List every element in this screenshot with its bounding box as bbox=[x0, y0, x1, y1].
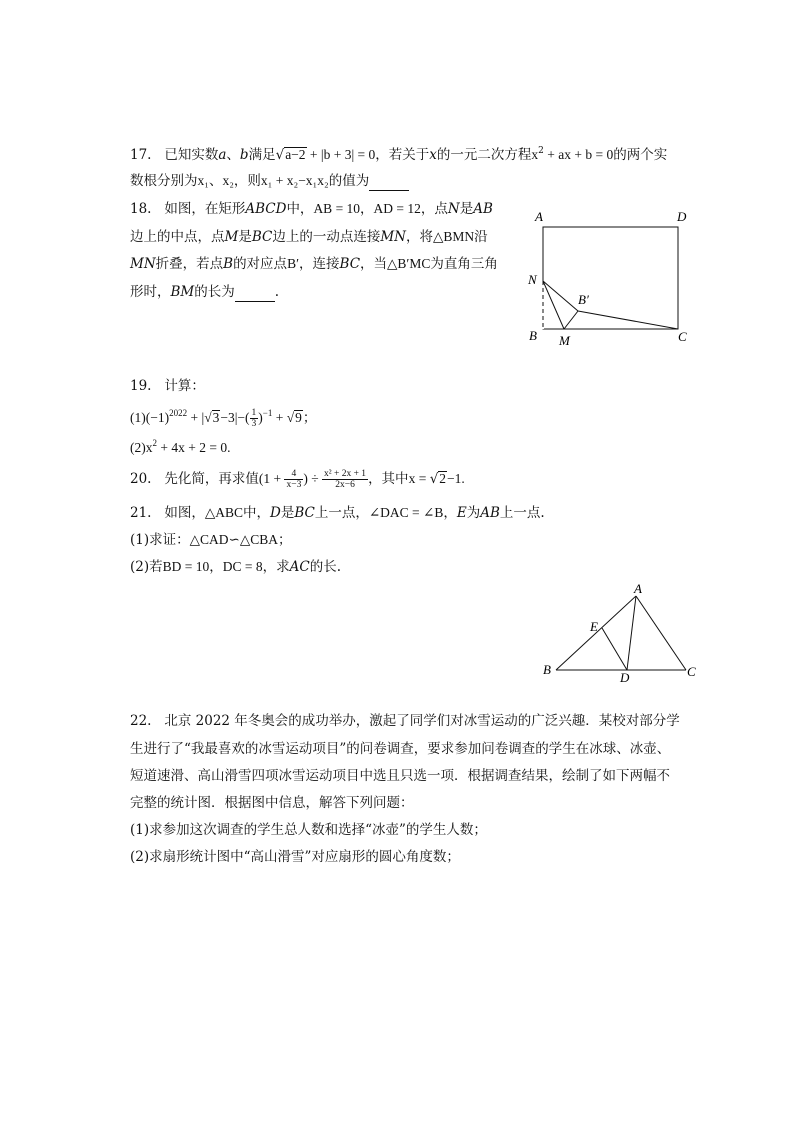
label-m: M bbox=[559, 333, 570, 348]
q18-line2: 边上的中点，点M是BC边上的一动点连接MN，将△BMN沿 bbox=[130, 229, 488, 245]
label-c: C bbox=[678, 329, 687, 344]
segment-nb-prime bbox=[543, 281, 578, 311]
segment-ed bbox=[602, 628, 627, 670]
q18-line4: 形时，BM的长为 . bbox=[130, 284, 280, 300]
label-b: B bbox=[543, 662, 551, 677]
segment-mb-prime bbox=[564, 311, 578, 329]
q21-part2: (2)若BD = 10，DC = 8，求AC的长. bbox=[130, 559, 341, 575]
q21-part1: (1)求证：△CAD∽△CBA； bbox=[130, 532, 292, 548]
label-e: E bbox=[590, 619, 598, 634]
label-a: A bbox=[634, 581, 642, 596]
answer-blank bbox=[235, 287, 275, 302]
segment-ad bbox=[627, 596, 636, 670]
q19-part2: $(2)x^2 + 4x + 2 = 0$. bbox=[130, 438, 231, 455]
fraction-one-third: $\frac{1}{3}$ bbox=[251, 408, 257, 430]
q20-line: 20. 先化简，再求值(1 + $\frac{4}{x-3}$ ) ÷ $\frac{\text{x² + 2x + 1}}{2x-6}$ ，其中x = √2−1. bbox=[130, 469, 465, 490]
label-d: D bbox=[620, 670, 630, 685]
q22-part2: (2)求扇形统计图中“高山滑雪”对应扇形的圆心角度数； bbox=[130, 849, 460, 865]
triangle-abc-figure bbox=[538, 580, 708, 685]
label-n: N bbox=[528, 272, 537, 287]
fraction-quadratic: $\frac{\text{x² + 2x + 1}}{2x-6}$ bbox=[323, 469, 367, 490]
q17-number: 17. bbox=[130, 147, 152, 163]
segment-b-prime-c bbox=[578, 311, 678, 329]
answer-blank bbox=[369, 176, 409, 191]
q17-line2: 数根分别为x₁、x₂，则x₁ + x₂−x₁x₂的值为 bbox=[130, 171, 409, 191]
q22-line4: 完整的统计图．根据图中信息，解答下列问题： bbox=[130, 795, 414, 811]
q19-title: 19. 计算： bbox=[130, 378, 205, 394]
q22-line3: 短道速滑、高山滑雪四项冰雪运动项目中选且只选一项．根据调查结果，绘制了如下两幅不 bbox=[130, 768, 670, 784]
label-b-prime: B′ bbox=[578, 292, 589, 307]
q21-line1: 21. 如图，△ABC中，D是BC上一点，∠DAC = ∠B，E为AB上一点. bbox=[130, 505, 545, 521]
segment-nm bbox=[543, 281, 564, 329]
segment-ac bbox=[636, 596, 686, 670]
sqrt-expr: a−2 bbox=[285, 147, 306, 162]
fraction-4-over-x-3: $\frac{4}{x-3}$ bbox=[286, 469, 302, 490]
q19-part1: $(1)(-1)^{2022} + |√3-3|-$( $\frac{1}{3}$ )$^{-1}$ + √9； bbox=[130, 408, 317, 430]
q22-part1: (1)求参加这次调查的学生总人数和选择“冰壶”的学生人数； bbox=[130, 822, 487, 838]
q22-number: 22. bbox=[130, 713, 152, 729]
label-a: A bbox=[535, 209, 543, 224]
q21-number: 21. bbox=[130, 505, 152, 521]
q18-line1: 18. 如图，在矩形ABCD中，AB = 10，AD = 12，点N是AB bbox=[130, 201, 493, 217]
q22-line2: 生进行了“我最喜欢的冰雪运动项目”的问卷调查，要求参加问卷调查的学生在冰球、冰壶、 bbox=[130, 741, 671, 757]
rectangle-fold-figure bbox=[520, 205, 705, 350]
label-b: B bbox=[529, 328, 537, 343]
q18-number: 18. bbox=[130, 201, 152, 217]
q22-line1: 22. 北京 2022 年冬奥会的成功举办，激起了同学们对冰雪运动的广泛兴趣．某校对部分学 bbox=[130, 713, 680, 729]
q19-number: 19. bbox=[130, 378, 152, 394]
q18-line3: MN折叠，若点B的对应点B′，连接BC，当△B′MC为直角三角 bbox=[130, 256, 498, 272]
q17-line1: 17. 已知实数a、b满足√a−2 + |b + 3| = 0，若关于x的一元二次方程$x^2$ + ax + b = 0的两个实 bbox=[130, 146, 668, 163]
label-c: C bbox=[687, 664, 696, 679]
label-d: D bbox=[677, 209, 687, 224]
q20-number: 20. bbox=[130, 471, 152, 487]
rectangle-abcd bbox=[543, 227, 678, 329]
